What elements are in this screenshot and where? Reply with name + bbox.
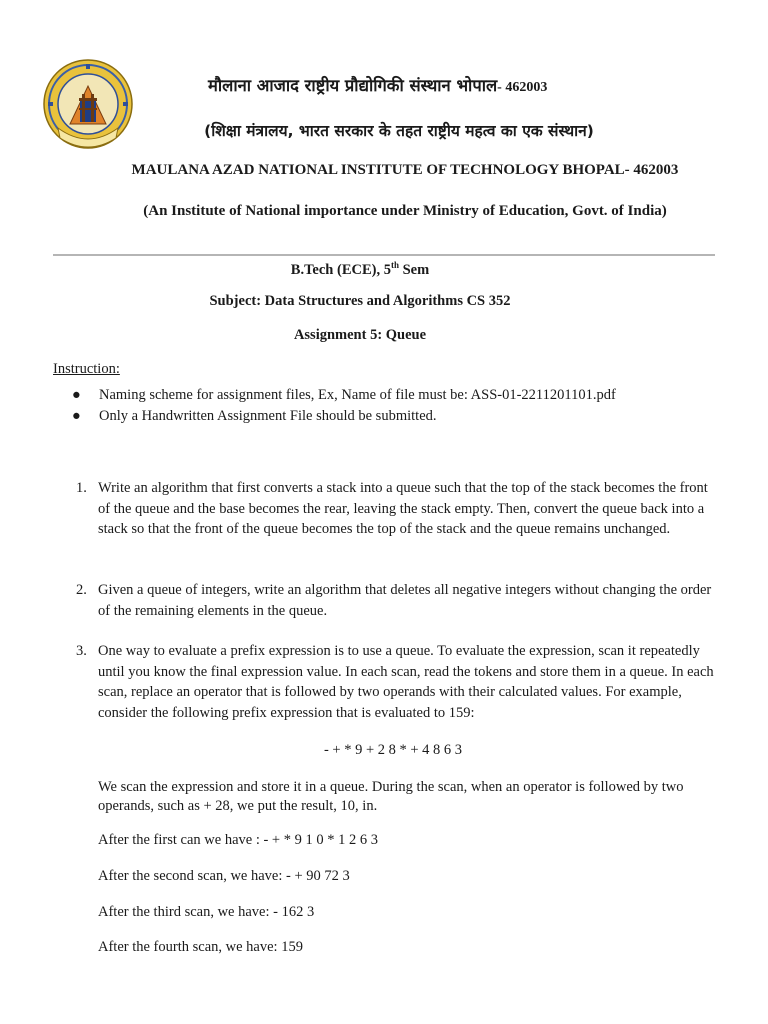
semester-suffix: th — [390, 260, 399, 270]
institute-name-english: MAULANA AZAD NATIONAL INSTITUTE OF TECHNOLOGY BHOPAL- 462003 — [131, 162, 679, 178]
bullet-icon: ● — [72, 408, 81, 424]
hindi-name-text: मौलाना आजाद राष्ट्रीय प्रौद्योगिकी संस्थान भोपाल — [208, 76, 498, 95]
scan-step-3: After the third scan, we have: - 162 3 — [98, 904, 315, 920]
question-number: 1. — [76, 480, 87, 496]
scan-step-4: After the fourth scan, we have: 159 — [98, 939, 303, 955]
program-text: B.Tech (ECE), 5 — [290, 261, 391, 278]
question-text: One way to evaluate a prefix expression is to use a queue. To evaluate the expression, scan it repeatedly until you know the final expression value. In each scan, read the tokens and store them in a queue. In each scan, replace an operator that is followed by two operands with their calculated values. For example, consider the following prefix expression that is evaluated to 159: — [98, 643, 714, 721]
question-number: 3. — [76, 643, 87, 659]
institute-subtitle-hindi: (शिक्षा मंत्रालय, भारत सरकार के तहत राष्ट्रीय महत्व का एक संस्थान) — [204, 122, 594, 140]
instruction-item — [72, 406, 616, 427]
instruction-heading: Instruction: — [53, 361, 120, 377]
question-3 — [76, 641, 721, 723]
question-text: Given a queue of integers, write an algorithm that deletes all negative integers without changing the order of the remaining elements in the queue. — [98, 582, 712, 619]
subject-line: Subject: Data Structures and Algorithms CS 352 — [209, 293, 511, 309]
assignment-title: Assignment 5: Queue — [293, 327, 427, 343]
header-divider — [53, 254, 715, 256]
question-text: Write an algorithm that first converts a stack into a queue such that the top of the stack becomes the front of the queue and the base becomes the rear, leaving the stack empty. Then, convert the queue back into a stack so that the front of the queue becomes the top of the stack and the queue remains unchanged. — [98, 480, 708, 537]
bullet-icon: ● — [72, 387, 81, 403]
instruction-text: Naming scheme for assignment files, Ex, Name of file must be: ASS-01-2211201101.pdf — [99, 387, 616, 403]
scan-step-1: After the first can we have : - + * 9 1 0 * 1 2 6 3 — [98, 832, 378, 848]
question-2 — [76, 580, 721, 621]
question-number: 2. — [76, 582, 87, 598]
institute-name-hindi — [208, 73, 547, 96]
course-line — [0, 260, 720, 279]
instruction-item — [72, 385, 616, 406]
scan-description: We scan the expression and store it in a queue. During the scan, when an operator is followed by two operands, such as + 28, we put the result, 10, in. — [98, 779, 684, 814]
scan-step-2: After the second scan, we have: - + 90 72 3 — [98, 868, 350, 884]
instruction-list — [72, 385, 616, 427]
semester-word: Sem — [398, 261, 430, 278]
hindi-pin-code: - 462003 — [497, 80, 548, 95]
question-1 — [76, 478, 721, 540]
institute-subtitle-english: (An Institute of National importance under Ministry of Education, Govt. of India) — [143, 203, 667, 219]
prefix-expression: - + * 9 + 2 8 * + 4 8 6 3 — [323, 742, 463, 758]
instruction-text: Only a Handwritten Assignment File should be submitted. — [99, 408, 437, 424]
